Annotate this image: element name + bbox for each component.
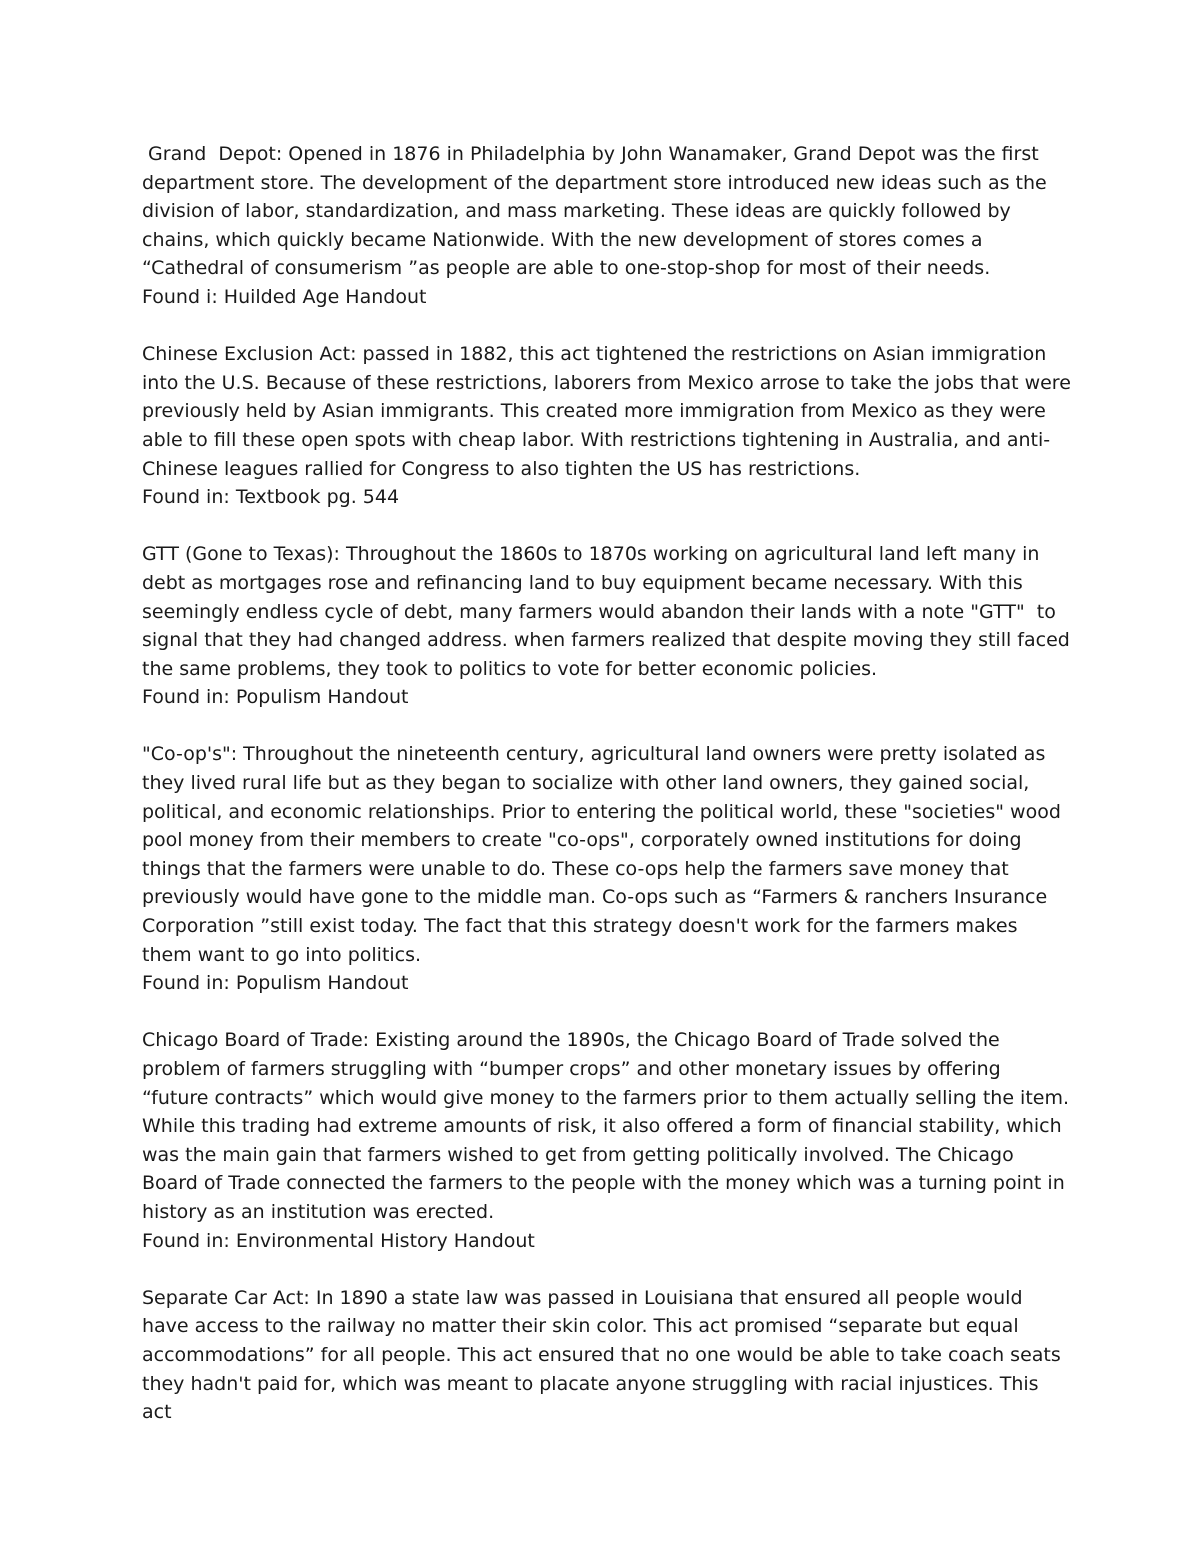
entry-source: Found in: Populism Handout — [142, 972, 409, 995]
entry-source: Found in: Populism Handout — [142, 686, 409, 709]
entry-chicago-board-of-trade — [142, 1026, 1076, 1255]
entry-source: Found in: Environmental History Handout — [142, 1229, 535, 1252]
entry-text: Grand Depot: Opened in 1876 in Philadelphia by John Wanamaker, Grand Depot was the first department store. The development of the department store introduced new ideas such as the division of labor, standardization, and mass marketing. These ideas are quickly followed by chains, which quickly became Nationwide. With the new development of stores comes a “Cathedral of consumerism ”as people are able to one-stop-shop for most of their needs. — [142, 143, 1053, 280]
entry-source: Found i: Huilded Age Handout — [142, 285, 427, 308]
entry-text: Chinese Exclusion Act: passed in 1882, this act tightened the restrictions on Asian immigration into the U.S. Because of these restrictions, laborers from Mexico arrose to take the jobs that were previously held by Asian immigrants. This created more immigration from Mexico as they were able to fill these open spots with cheap labor. With restrictions tightening in Australia, and anti-Chinese leagues rallied for Congress to also tighten the US has restrictions. — [142, 343, 1077, 480]
entry-text: GTT (Gone to Texas): Throughout the 1860s to 1870s working on agricultural land left many in debt as mortgages rose and refinancing land to buy equipment became necessary. With this seemingly endless cycle of debt, many farmers would abandon their lands with a note "GTT" to signal that they had changed address. when farmers realized that despite moving they still faced the same problems, they took to politics to vote for better economic policies. — [142, 543, 1076, 680]
entry-co-ops — [142, 740, 1072, 997]
entry-chinese-exclusion-act — [142, 340, 1077, 512]
entry-text: "Co-op's": Throughout the nineteenth century, agricultural land owners were pretty isolated as they lived rural life but as they began to socialize with other land owners, they gained social, political, and economic relationships. Prior to entering the political world, these "societies" wood pool money from their members to create "co-ops", corporately owned institutions for doing things that the farmers were unable to do. These co-ops help the farmers save money that previously would have gone to the middle man. Co-ops such as “Farmers & ranchers Insurance Corporation ”still exist today. The fact that this strategy doesn't work for the farmers makes them want to go into politics. — [142, 743, 1067, 966]
entry-text: Chicago Board of Trade: Existing around the 1890s, the Chicago Board of Trade solved the problem of farmers struggling with “bumper crops” and other monetary issues by offering “future contracts” which would give money to the farmers prior to them actually selling the item. While this trading had extreme amounts of risk, it also offered a form of financial stability, which was the main gain that farmers wished to get from getting politically involved. The Chicago Board of Trade connected the farmers to the people with the money which was a turning point in history as an institution was erected. — [142, 1029, 1076, 1223]
entry-text: Separate Car Act: In 1890 a state law was passed in Louisiana that ensured all people would have access to the railway no matter their skin color. This act promised “separate but equal accommodations” for all people. This act ensured that no one would be able to take coach seats they hadn't paid for, which was meant to placate anyone struggling with racial injustices. This act — [142, 1286, 1067, 1424]
document-body — [142, 140, 1077, 1455]
entry-separate-car-act — [142, 1284, 1072, 1427]
entry-gtt — [142, 540, 1076, 712]
entry-grand-depot — [142, 140, 1072, 312]
entry-source: Found in: Textbook pg. 544 — [142, 486, 400, 509]
